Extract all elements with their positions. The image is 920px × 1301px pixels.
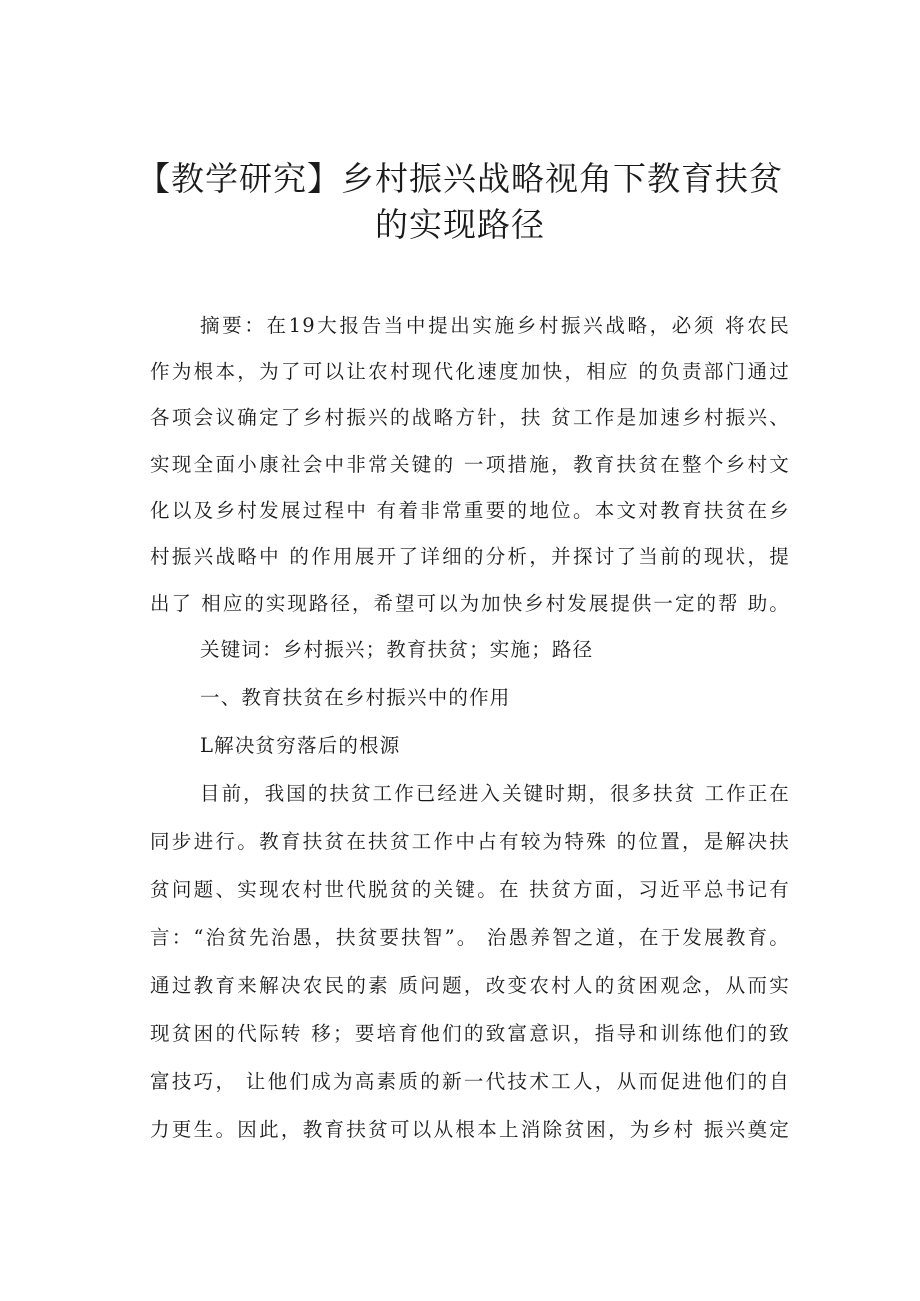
body-line-1: 目前，我国的扶贫工作已经进入关键时期，很多扶贫 工作正在 (200, 782, 790, 805)
body-line-2: 同步进行。教育扶贫在扶贫工作中占有较为特殊 的位置，是解决扶 (150, 830, 790, 853)
abstract-line-4: 实现全面小康社会中非常关键的 一项措施，教育扶贫在整个乡村文 (150, 453, 790, 476)
section-heading-1: 一、教育扶贫在乡村振兴中的作用 (200, 686, 511, 709)
abstract-line-6: 村振兴战略中 的作用展开了详细的分析，并探讨了当前的现状，提 (150, 545, 790, 568)
abstract-line-7: 出了 相应的实现路径，希望可以为加快乡村发展提供一定的帮 助。 (150, 592, 790, 615)
abstract-line-1: 摘要：在19大报告当中提出实施乡村振兴战略，必须 将农民 (200, 314, 790, 337)
body-line-8: 力更生。因此，教育扶贫可以从根本上消除贫困，为乡村 振兴奠定 (150, 1118, 790, 1141)
document-title-line-1: 【教学研究】乡村振兴战略视角下教育扶贫 (137, 159, 783, 198)
abstract-line-3: 各项会议确定了乡村振兴的战略方针，扶 贫工作是加速乡村振兴、 (150, 406, 790, 429)
body-line-7: 富技巧， 让他们成为高素质的新一代技术工人，从而促进他们的自 (150, 1070, 790, 1093)
body-line-4: 言：“治贫先治愚，扶贫要扶智”。 治愚养智之道，在于发展教育。 (150, 926, 790, 949)
body-line-6: 现贫困的代际转 移；要培育他们的致富意识，指导和训练他们的致 (150, 1022, 790, 1045)
abstract-line-5: 化以及乡村发展过程中 有着非常重要的地位。本文对教育扶贫在乡 (150, 499, 790, 522)
abstract-line-2: 作为根本，为了可以让农村现代化速度加快，相应 的负责部门通过 (150, 360, 790, 383)
body-line-5: 通过教育来解决农民的素 质问题，改变农村人的贫困观念，从而实 (150, 974, 790, 997)
subsection-heading-1: L解决贫穷落后的根源 (200, 734, 401, 757)
document-title-line-2: 的实现路径 (375, 205, 545, 244)
keywords-line: 关键词：乡村振兴；教育扶贫；实施；路径 (200, 638, 594, 661)
body-line-3: 贫问题、实现农村世代脱贫的关键。在 扶贫方面，习近平总书记有 (150, 878, 790, 901)
